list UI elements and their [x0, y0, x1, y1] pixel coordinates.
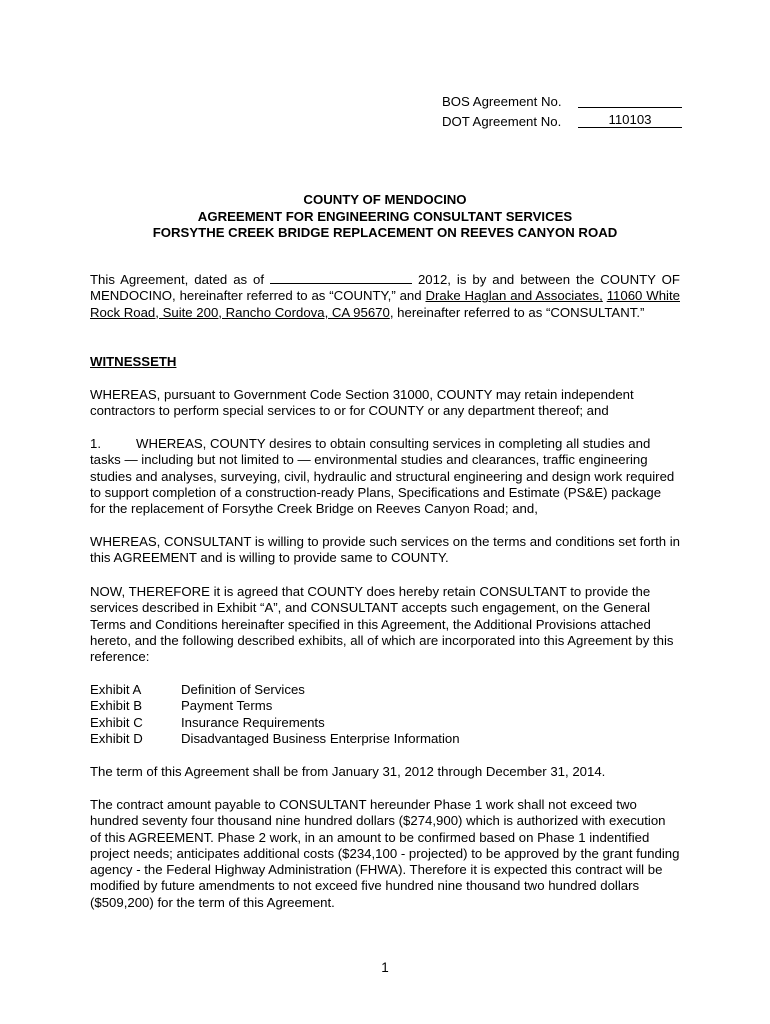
exhibit-id: Exhibit B — [90, 698, 143, 714]
term-paragraph: The term of this Agreement shall be from January 31, 2012 through December 31, 2014. — [90, 764, 606, 779]
bos-agreement-field — [578, 94, 682, 108]
dot-agreement-value: 110103 — [608, 112, 652, 127]
exhibit-title: Payment Terms — [181, 698, 273, 714]
title-line-3: FORSYTHE CREEK BRIDGE REPLACEMENT ON REEVES CANYON ROAD — [152, 225, 618, 240]
intro-paragraph: This Agreement, dated as of 2012, is by and between the COUNTY OF MENDOCINO, hereinafter referred to as “COUNTY,” and Drake Haglan and Associates, 11060 White Rock Road, Suite 200, Rancho Cordova, CA 95670, hereinafter referred to as “CONSULTANT.” — [90, 272, 680, 320]
exhibit-row — [90, 698, 680, 714]
exhibit-id: Exhibit D — [90, 731, 143, 747]
exhibit-row — [90, 731, 680, 747]
bos-agreement-label: BOS Agreement No. — [442, 94, 562, 109]
whereas-paragraph-3: WHEREAS, CONSULTANT is willing to provide such services on the terms and conditions set forth in this AGREEMENT and is willing to provide same to COUNTY. — [90, 534, 680, 566]
document-title — [90, 192, 680, 242]
witnesseth-heading: WITNESSETH — [90, 354, 177, 369]
title-line-2: AGREEMENT FOR ENGINEERING CONSULTANT SERVICES — [197, 208, 573, 224]
whereas-paragraph-1: WHEREAS, pursuant to Government Code Section 31000, COUNTY may retain independent contractors to perform special services to or for COUNTY or any department thereof; and — [90, 387, 634, 419]
agreement-numbers — [442, 94, 682, 134]
exhibit-id: Exhibit C — [90, 714, 143, 730]
exhibit-row — [90, 715, 680, 731]
exhibit-row — [90, 682, 680, 698]
dot-agreement-field — [578, 114, 682, 128]
whereas-paragraph-2: 1. WHEREAS, COUNTY desires to obtain consulting services in completing all studies and tasks — including but not limited to — environmental studies and clearances, traffic engineering studies and analyses, surveying, civil, hydraulic and structural engineering and design work required to support completion of a construction-ready Plans, Specifications and Estimate (PS&E) package for the replacement of Forsythe Creek Bridge on Reeves Canyon Road; and, — [90, 436, 675, 517]
exhibits-list — [90, 682, 680, 748]
paragraph-number: 1. — [90, 436, 101, 451]
dot-agreement-row — [442, 114, 682, 134]
bos-agreement-row — [442, 94, 682, 114]
exhibit-id: Exhibit A — [90, 682, 142, 697]
consultant-address: 11060 White Rock Road, Suite 200, Rancho Cordova, CA 95670 — [90, 288, 680, 320]
now-therefore-paragraph: NOW, THEREFORE it is agreed that COUNTY does hereby retain CONSULTANT to provide the services described in Exhibit “A”, and CONSULTANT accepts such engagement, on the General Terms and Conditions hereinafter specified in this Agreement, the Additional Provisions attached hereto, and the following described exhibits, all of which are incorporated into this Agreement by this reference: — [90, 584, 674, 665]
contract-amount-paragraph: The contract amount payable to CONSULTANT hereunder Phase 1 work shall not exceed two hundred seventy four thousand nine hundred dollars ($274,900) which is authorized with execution of this AGREEMENT. Phase 2 work, in an amount to be confirmed based on Phase 1 indentified project needs; anticipates additional costs ($234,100 - projected) to be approved by the grant funding agency - the Federal Highway Administration (FHWA). Therefore it is expected this contract will be modified by future amendments to not exceed five hundred nine thousand two hundred dollars ($509,200) for the term of this Agreement. — [90, 797, 680, 910]
consultant-name: Drake Haglan and Associates, — [425, 288, 603, 304]
date-blank — [270, 272, 412, 284]
exhibit-title: Definition of Services — [181, 682, 305, 697]
dot-agreement-label: DOT Agreement No. — [442, 114, 562, 129]
exhibit-title: Disadvantaged Business Enterprise Information — [181, 731, 460, 747]
exhibit-title: Insurance Requirements — [181, 714, 325, 730]
title-line-1: COUNTY OF MENDOCINO — [303, 192, 467, 207]
page-number: 1 — [381, 960, 389, 975]
